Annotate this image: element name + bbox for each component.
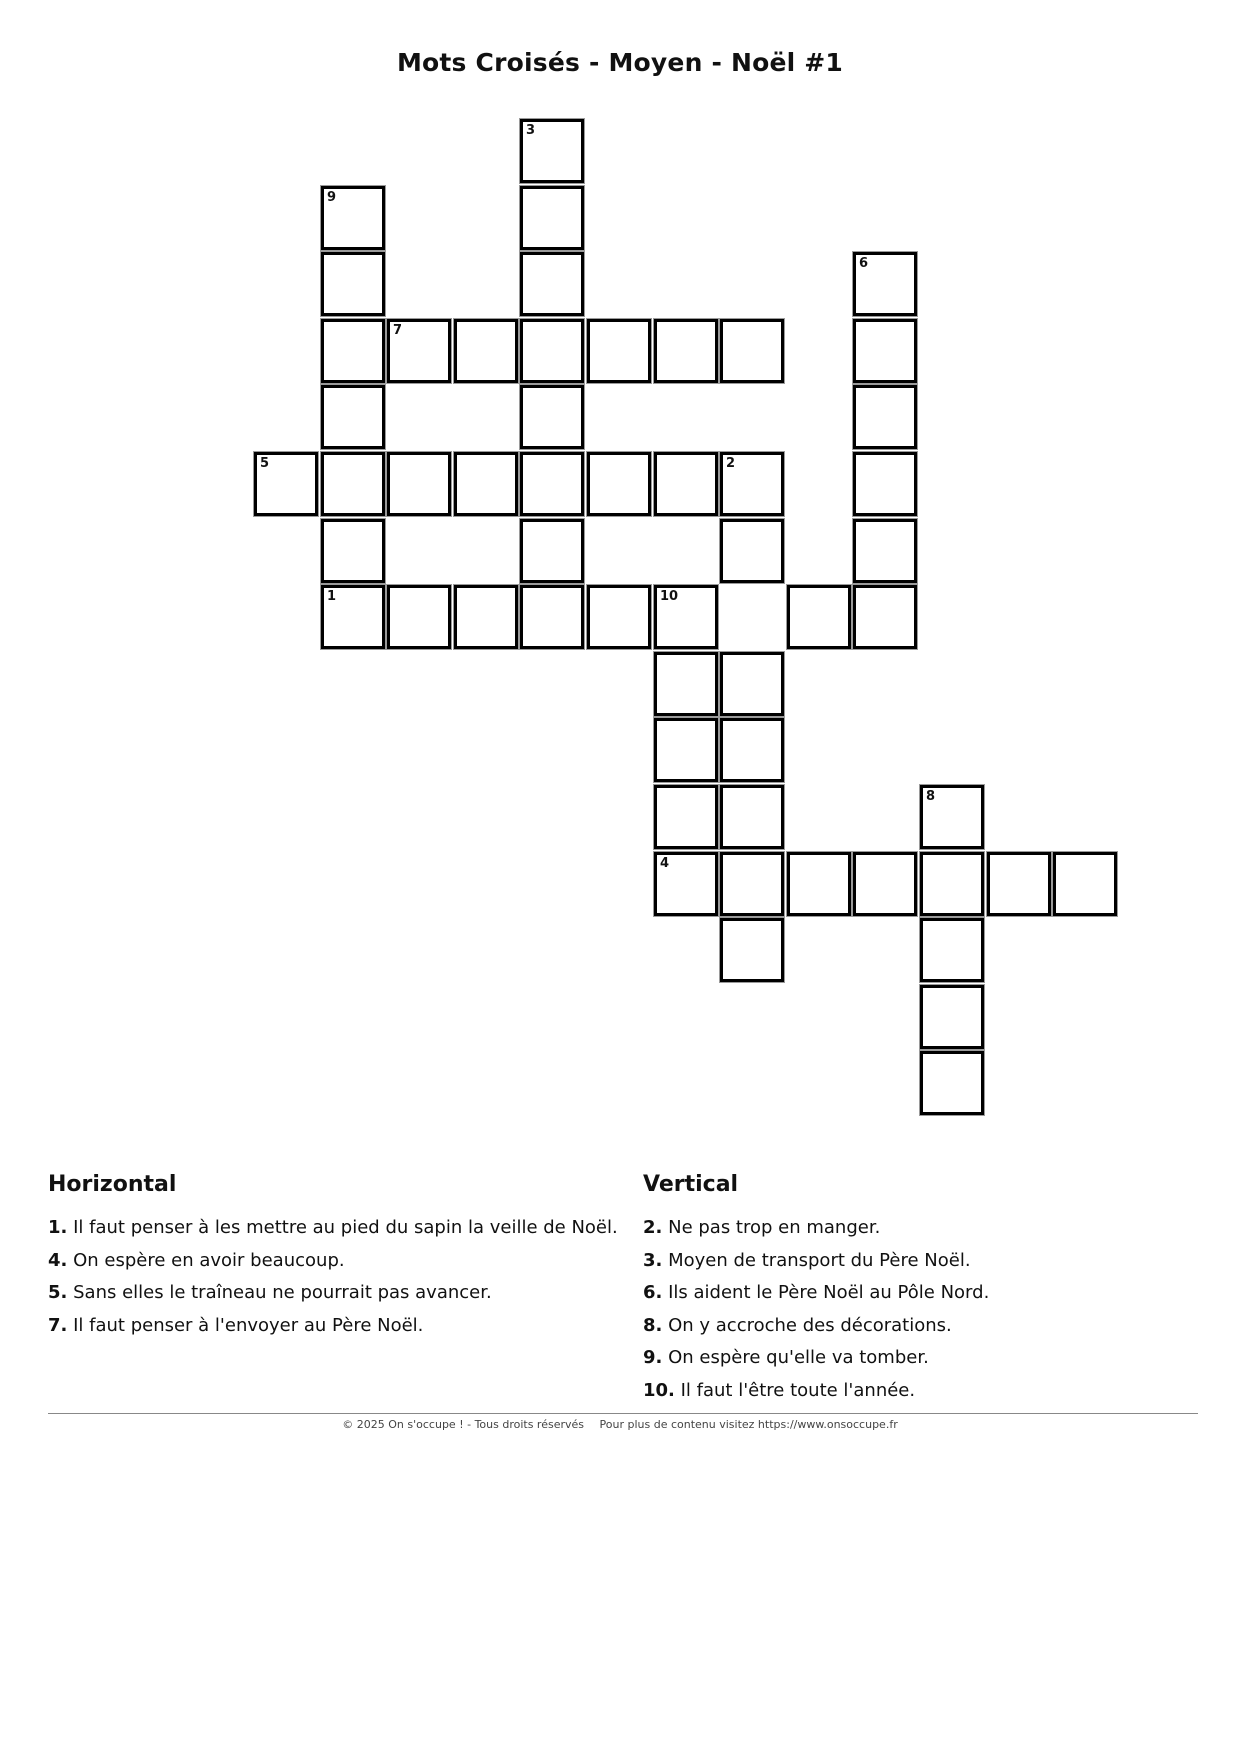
clue-item xyxy=(643,1217,989,1250)
grid-cell[interactable] xyxy=(320,584,386,650)
grid-cell[interactable] xyxy=(519,584,585,650)
clue-text: Moyen de transport du Père Noël. xyxy=(668,1249,971,1271)
grid-cell[interactable] xyxy=(253,451,319,517)
grid-cell[interactable] xyxy=(453,318,519,384)
grid-cell[interactable] xyxy=(852,851,918,917)
footer xyxy=(0,1418,1240,1431)
clue-item xyxy=(643,1250,989,1283)
grid-cell[interactable] xyxy=(653,584,719,650)
clue-number-label: 5 xyxy=(260,456,270,471)
grid-cell[interactable] xyxy=(519,318,585,384)
clue-text: On espère en avoir beaucoup. xyxy=(73,1249,345,1271)
clue-text: On y accroche des décorations. xyxy=(668,1314,952,1336)
grid-cell[interactable] xyxy=(786,584,852,650)
clue-number-label: 8 xyxy=(926,789,936,804)
clue-number: 1. xyxy=(48,1217,68,1238)
grid-cell[interactable] xyxy=(386,584,452,650)
grid-cell[interactable] xyxy=(653,651,719,717)
grid-cell[interactable] xyxy=(719,784,785,850)
grid-cell[interactable] xyxy=(719,851,785,917)
clue-number-label: 7 xyxy=(393,323,403,338)
clue-number: 9. xyxy=(643,1347,663,1368)
grid-cell[interactable] xyxy=(719,917,785,983)
grid-cell[interactable] xyxy=(919,784,985,850)
grid-cell[interactable] xyxy=(1052,851,1118,917)
grid-cell[interactable] xyxy=(320,185,386,251)
grid-cell[interactable] xyxy=(586,584,652,650)
page-title: Mots Croisés - Moyen - Noël #1 xyxy=(396,48,844,77)
clue-item xyxy=(48,1315,618,1348)
clue-number: 4. xyxy=(48,1249,68,1271)
clue-number-label: 1 xyxy=(327,589,337,604)
clue-number-label: 2 xyxy=(726,456,736,471)
clue-text: Ne pas trop en manger. xyxy=(668,1217,881,1238)
footer-divider xyxy=(48,1413,1198,1414)
grid-cell[interactable] xyxy=(653,851,719,917)
grid-cell[interactable] xyxy=(919,984,985,1050)
grid-cell[interactable] xyxy=(586,451,652,517)
grid-cell[interactable] xyxy=(719,451,785,517)
grid-cell[interactable] xyxy=(653,784,719,850)
clue-number: 10. xyxy=(643,1379,675,1401)
grid-cell[interactable] xyxy=(653,451,719,517)
grid-cell[interactable] xyxy=(586,318,652,384)
grid-cell[interactable] xyxy=(453,584,519,650)
clue-item xyxy=(643,1315,989,1348)
clue-number: 6. xyxy=(643,1282,663,1303)
grid-cell[interactable] xyxy=(519,451,585,517)
clue-text: Il faut penser à l'envoyer au Père Noël. xyxy=(73,1314,424,1336)
clue-number-label: 9 xyxy=(327,190,337,205)
vertical-heading: Vertical xyxy=(643,1172,739,1197)
grid-cell[interactable] xyxy=(786,851,852,917)
grid-cell[interactable] xyxy=(386,451,452,517)
footer-link-text: Pour plus de contenu visitez https://www.onsoccupe.fr xyxy=(599,1418,898,1431)
grid-cell[interactable] xyxy=(320,318,386,384)
grid-cell[interactable] xyxy=(852,384,918,450)
grid-cell[interactable] xyxy=(320,451,386,517)
clue-number-label: 10 xyxy=(660,589,679,604)
grid-cell[interactable] xyxy=(719,518,785,584)
grid-cell[interactable] xyxy=(852,251,918,317)
clue-number: 3. xyxy=(643,1249,663,1271)
clue-number-label: 3 xyxy=(526,123,536,138)
grid-cell[interactable] xyxy=(653,717,719,783)
clue-item xyxy=(48,1217,618,1250)
grid-cell[interactable] xyxy=(919,917,985,983)
grid-cell[interactable] xyxy=(320,251,386,317)
clue-item xyxy=(48,1250,618,1283)
grid-cell[interactable] xyxy=(519,118,585,184)
grid-cell[interactable] xyxy=(719,717,785,783)
grid-cell[interactable] xyxy=(919,851,985,917)
clue-text: On espère qu'elle va tomber. xyxy=(668,1347,929,1368)
grid-cell[interactable] xyxy=(852,518,918,584)
clue-number-label: 4 xyxy=(660,856,670,871)
clue-item xyxy=(643,1282,989,1315)
clue-number: 8. xyxy=(643,1314,663,1336)
clue-text: Il faut l'être toute l'année. xyxy=(680,1379,916,1401)
grid-cell[interactable] xyxy=(320,384,386,450)
grid-cell[interactable] xyxy=(320,518,386,584)
clue-text: Ils aident le Père Noël au Pôle Nord. xyxy=(668,1282,990,1303)
horizontal-clue-list xyxy=(48,1217,618,1347)
grid-cell[interactable] xyxy=(719,651,785,717)
clue-item xyxy=(48,1282,618,1315)
clue-text: Sans elles le traîneau ne pourrait pas avancer. xyxy=(73,1282,492,1303)
clue-number: 5. xyxy=(48,1282,68,1303)
clue-number-label: 6 xyxy=(859,256,869,271)
grid-cell[interactable] xyxy=(919,1050,985,1116)
footer-copyright: © 2025 On s'occupe ! - Tous droits réservés xyxy=(342,1418,585,1431)
grid-cell[interactable] xyxy=(519,518,585,584)
grid-cell[interactable] xyxy=(519,185,585,251)
grid-cell[interactable] xyxy=(453,451,519,517)
grid-cell[interactable] xyxy=(653,318,719,384)
clue-number: 2. xyxy=(643,1217,663,1238)
grid-cell[interactable] xyxy=(519,251,585,317)
grid-cell[interactable] xyxy=(852,318,918,384)
grid-cell[interactable] xyxy=(852,584,918,650)
clue-text: Il faut penser à les mettre au pied du sapin la veille de Noël. xyxy=(73,1217,618,1238)
clue-item xyxy=(643,1380,989,1413)
grid-cell[interactable] xyxy=(386,318,452,384)
grid-cell[interactable] xyxy=(719,318,785,384)
grid-cell[interactable] xyxy=(986,851,1052,917)
clue-number: 7. xyxy=(48,1314,68,1336)
vertical-clue-list xyxy=(643,1217,989,1412)
horizontal-heading: Horizontal xyxy=(48,1172,177,1197)
grid-cell[interactable] xyxy=(519,384,585,450)
clue-item xyxy=(643,1347,989,1380)
grid-cell[interactable] xyxy=(852,451,918,517)
